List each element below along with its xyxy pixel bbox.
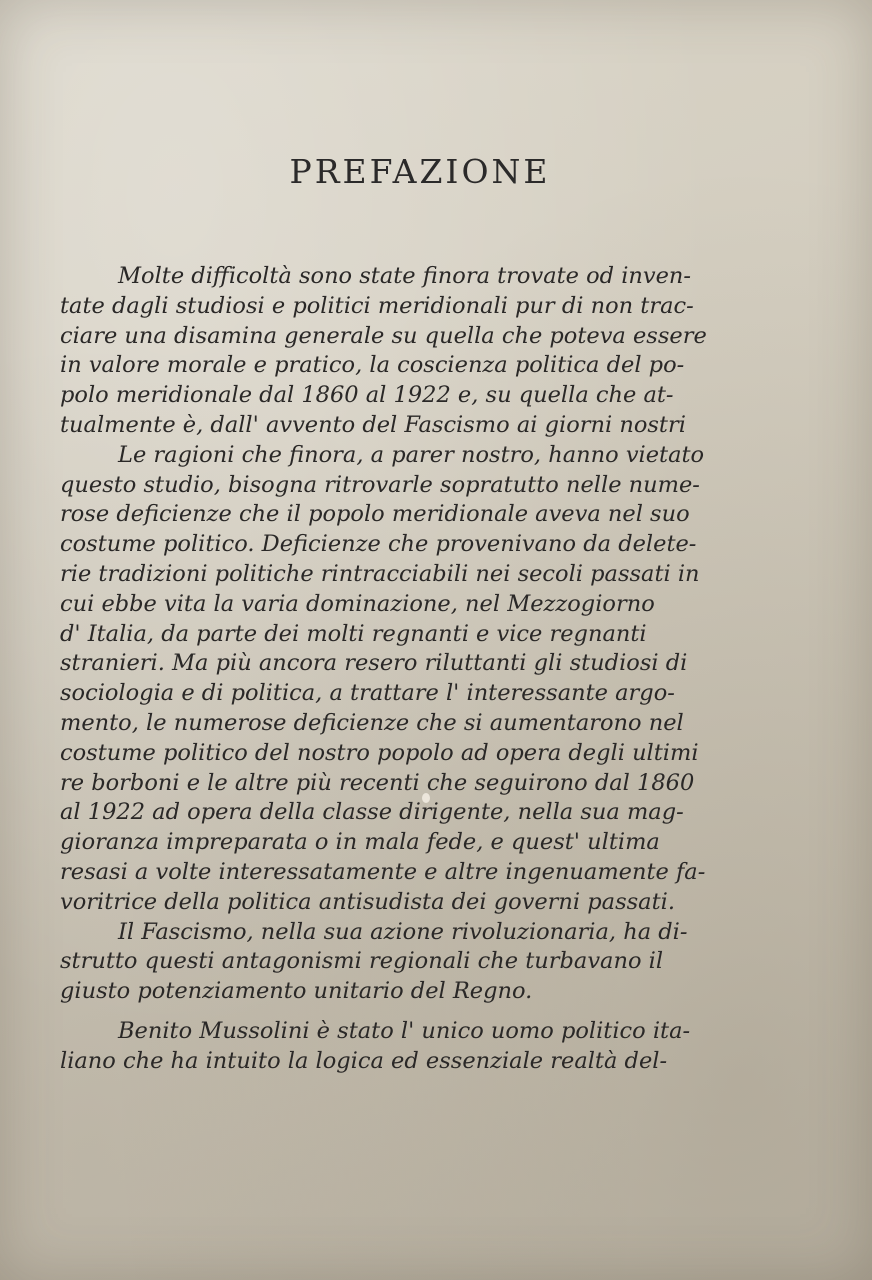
text-line: tualmente è, dall' avvento del Fascismo ai giorni nostri — [60, 411, 686, 438]
page-title: PREFAZIONE — [289, 152, 551, 191]
text-line: stranieri. Ma più ancora resero riluttanti gli studiosi di — [60, 650, 688, 677]
text-line: polo meridionale dal 1860 al 1922 e, su quella che at- — [60, 382, 674, 409]
text-line: gioranza impreparata o in mala fede, e quest' ultima — [60, 829, 660, 856]
text-line: voritrice della politica antisudista dei governi passati. — [60, 888, 675, 915]
text-line: resasi a volte interessatamente e altre ingenuamente fa- — [60, 858, 706, 885]
paragraph-3 — [60, 918, 780, 1007]
text-line: costume politico. Deficienze che provenivano da delete- — [60, 531, 697, 558]
text-line: Le ragioni che finora, a parer nostro, hanno vietato — [118, 441, 705, 468]
paragraph-1 — [60, 262, 780, 441]
paragraph-spacer — [60, 1007, 780, 1017]
text-line: cui ebbe vita la varia dominazione, nel Mezzogiorno — [60, 590, 655, 617]
text-line: liano che ha intuito la logica ed essenziale realtà del- — [60, 1047, 668, 1074]
text-line: Il Fascismo, nella sua azione rivoluzionaria, ha di- — [118, 918, 688, 945]
text-line: ciare una disamina generale su quella che poteva essere — [60, 322, 707, 349]
text-line: questo studio, bisogna ritrovarle sopratutto nelle nume- — [60, 471, 700, 498]
text-line: in valore morale e pratico, la coscienza politica del po- — [60, 352, 685, 379]
text-line: d' Italia, da parte dei molti regnanti e vice regnanti — [60, 620, 647, 647]
text-line: al 1922 ad opera della classe dirigente, nella sua mag- — [60, 799, 684, 826]
text-line: mento, le numerose deficienze che si aumentarono nel — [60, 709, 684, 736]
paragraph-4 — [60, 1017, 780, 1077]
text-line: rie tradizioni politiche rintracciabili nei secoli passati in — [60, 560, 700, 587]
preface-body — [60, 262, 780, 1077]
text-line: giusto potenziamento unitario del Regno. — [60, 978, 533, 1005]
text-line: Benito Mussolini è stato l' unico uomo politico ita- — [118, 1017, 691, 1044]
text-line: Molte difficoltà sono state finora trovate od inven- — [118, 263, 692, 289]
text-line: re borboni e le altre più recenti che seguirono dal 1860 — [60, 769, 695, 796]
text-line: costume politico del nostro popolo ad opera degli ultimi — [60, 739, 699, 766]
text-line: rose deficienze che il popolo meridionale aveva nel suo — [60, 501, 690, 528]
text-line: sociologia e di politica, a trattare l' interessante argo- — [60, 680, 675, 707]
paragraph-2 — [60, 441, 780, 918]
text-line: strutto questi antagonismi regionali che turbavano il — [60, 948, 664, 975]
text-line: tate dagli studiosi e politici meridionali pur di non trac- — [60, 292, 694, 319]
